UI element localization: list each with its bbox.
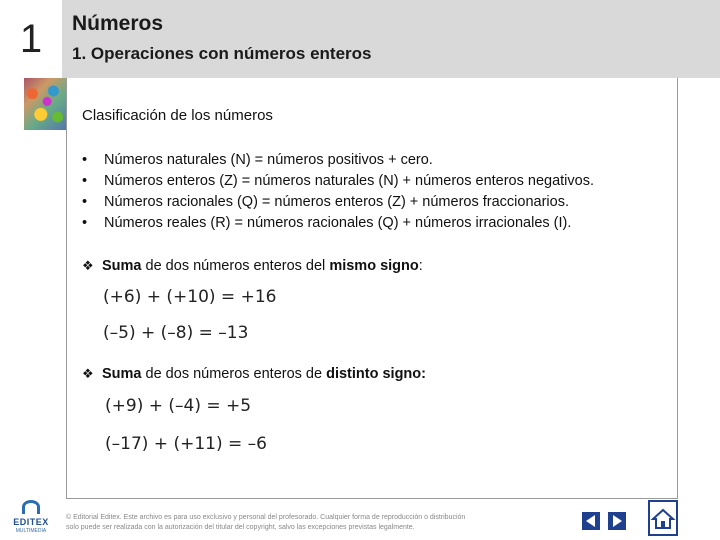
- section-heading: Clasificación de los números: [82, 107, 273, 124]
- home-button[interactable]: [648, 500, 678, 536]
- copyright-notice: © Editorial Editex. Este archivo es para uso exclusivo y personal del profesorado. Cualquier forma de reproducción o distribución solo puede ser realizada con la autorización del titular del copyright, salvo las excepciones previstas legalmente.: [66, 514, 466, 531]
- editex-logo: [10, 500, 52, 536]
- diamond-bullet-icon: ❖: [82, 258, 94, 273]
- page-title: Números: [72, 12, 164, 35]
- list-item: • Números enteros (Z) = números naturales (N) + números enteros negativos.: [82, 171, 594, 192]
- arrow-left-icon: [584, 514, 598, 528]
- home-icon: [650, 502, 676, 534]
- logo-tagline: MULTIMEDIA: [15, 528, 47, 534]
- bullet-icon: •: [82, 173, 88, 189]
- header-bar: [0, 0, 720, 78]
- different-sign-example-2: (–17) + (+11) = –6: [105, 434, 267, 454]
- bullet-icon: •: [82, 194, 88, 210]
- same-sign-heading: ❖ Suma de dos números enteros del mismo signo:: [82, 258, 423, 274]
- chapter-number: 1: [0, 0, 62, 78]
- diamond-bullet-icon: ❖: [82, 366, 94, 381]
- bullet-icon: •: [82, 215, 88, 231]
- bullet-icon: •: [82, 152, 88, 168]
- next-slide-button[interactable]: [608, 512, 626, 530]
- arrow-right-icon: [610, 514, 624, 528]
- list-item: • Números reales (R) = números racionales (Q) + números irracionales (I).: [82, 213, 594, 234]
- list-item: • Números naturales (N) = números positivos + cero.: [82, 150, 594, 171]
- logo-mark-icon: [22, 500, 40, 514]
- decorative-mosaic-image: [24, 78, 66, 130]
- logo-brand-text: EDITEX: [13, 517, 49, 527]
- previous-slide-button[interactable]: [582, 512, 600, 530]
- same-sign-example-1: (+6) + (+10) = +16: [103, 287, 277, 307]
- different-sign-example-1: (+9) + (–4) = +5: [105, 396, 252, 416]
- same-sign-example-2: (–5) + (–8) = –13: [103, 323, 249, 343]
- different-sign-heading: ❖ Suma de dos números enteros de distinto signo:: [82, 366, 426, 382]
- classification-list: [82, 150, 594, 234]
- page-subtitle: 1. Operaciones con números enteros: [72, 44, 372, 63]
- list-item: • Números racionales (Q) = números enteros (Z) + números fraccionarios.: [82, 192, 594, 213]
